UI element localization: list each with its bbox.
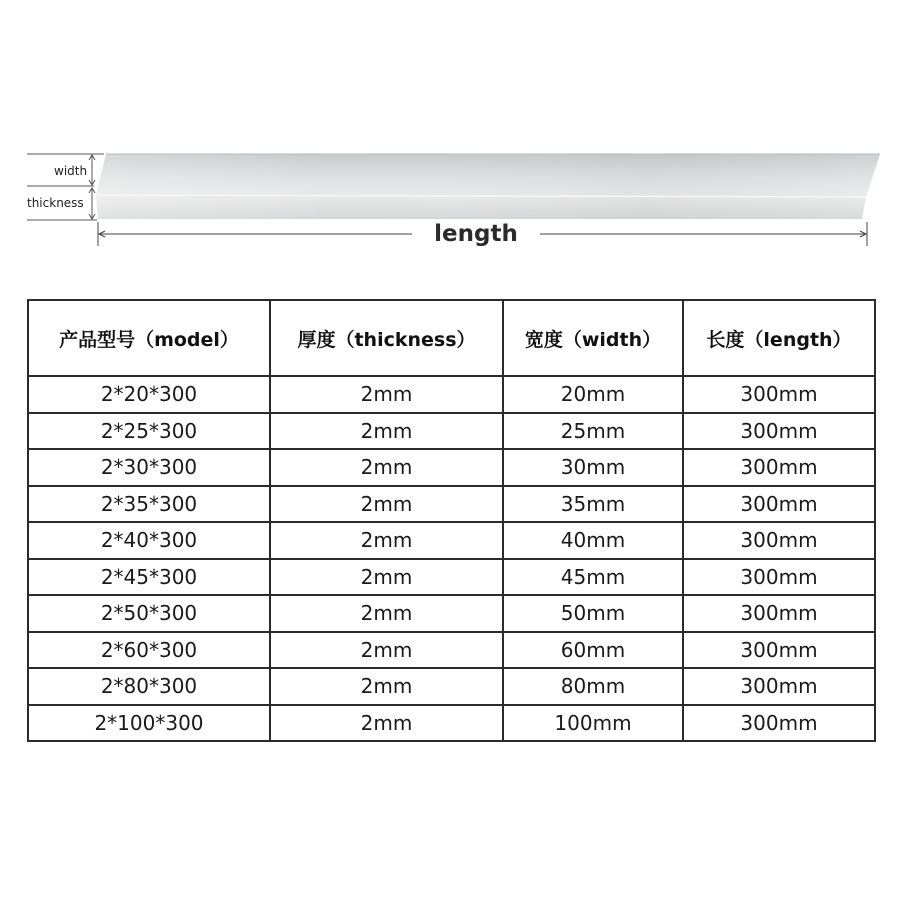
thickness-cell: 2mm <box>270 632 503 669</box>
header-model: 产品型号（model） <box>28 300 270 376</box>
width-cell: 20mm <box>503 376 683 413</box>
header-length: 长度（length） <box>683 300 875 376</box>
steel-bar <box>96 154 880 219</box>
model-cell: 2*50*300 <box>28 595 270 632</box>
table-row <box>28 668 875 705</box>
model-cell: 2*30*300 <box>28 449 270 486</box>
table-row <box>28 595 875 632</box>
table-row <box>28 559 875 596</box>
thickness-label: thickness <box>27 196 84 210</box>
model-cell: 2*80*300 <box>28 668 270 705</box>
thickness-cell: 2mm <box>270 705 503 742</box>
model-cell: 2*100*300 <box>28 705 270 742</box>
product-diagram <box>0 0 900 270</box>
header-thickness: 厚度（thickness） <box>270 300 503 376</box>
table-row <box>28 632 875 669</box>
length-label: length <box>412 221 540 247</box>
table-row <box>28 449 875 486</box>
spec-table <box>27 299 876 742</box>
model-cell: 2*60*300 <box>28 632 270 669</box>
width-cell: 60mm <box>503 632 683 669</box>
thickness-cell: 2mm <box>270 449 503 486</box>
length-cell: 300mm <box>683 595 875 632</box>
model-cell: 2*20*300 <box>28 376 270 413</box>
thickness-cell: 2mm <box>270 668 503 705</box>
thickness-cell: 2mm <box>270 486 503 523</box>
width-cell: 30mm <box>503 449 683 486</box>
model-cell: 2*25*300 <box>28 413 270 450</box>
length-cell: 300mm <box>683 376 875 413</box>
width-cell: 50mm <box>503 595 683 632</box>
length-cell: 300mm <box>683 522 875 559</box>
width-cell: 25mm <box>503 413 683 450</box>
length-cell: 300mm <box>683 486 875 523</box>
length-cell: 300mm <box>683 668 875 705</box>
table-header-row <box>28 300 875 376</box>
width-cell: 100mm <box>503 705 683 742</box>
width-cell: 80mm <box>503 668 683 705</box>
length-cell: 300mm <box>683 449 875 486</box>
thickness-cell: 2mm <box>270 559 503 596</box>
thickness-cell: 2mm <box>270 595 503 632</box>
thickness-cell: 2mm <box>270 376 503 413</box>
width-cell: 45mm <box>503 559 683 596</box>
model-cell: 2*45*300 <box>28 559 270 596</box>
length-cell: 300mm <box>683 559 875 596</box>
width-cell: 40mm <box>503 522 683 559</box>
thickness-cell: 2mm <box>270 413 503 450</box>
model-cell: 2*40*300 <box>28 522 270 559</box>
width-label: width <box>54 164 88 178</box>
model-cell: 2*35*300 <box>28 486 270 523</box>
length-cell: 300mm <box>683 632 875 669</box>
header-width: 宽度（width） <box>503 300 683 376</box>
table-row <box>28 376 875 413</box>
table-row <box>28 522 875 559</box>
table-row <box>28 413 875 450</box>
length-cell: 300mm <box>683 413 875 450</box>
table-row <box>28 486 875 523</box>
thickness-cell: 2mm <box>270 522 503 559</box>
width-cell: 35mm <box>503 486 683 523</box>
table-row <box>28 705 875 742</box>
length-cell: 300mm <box>683 705 875 742</box>
